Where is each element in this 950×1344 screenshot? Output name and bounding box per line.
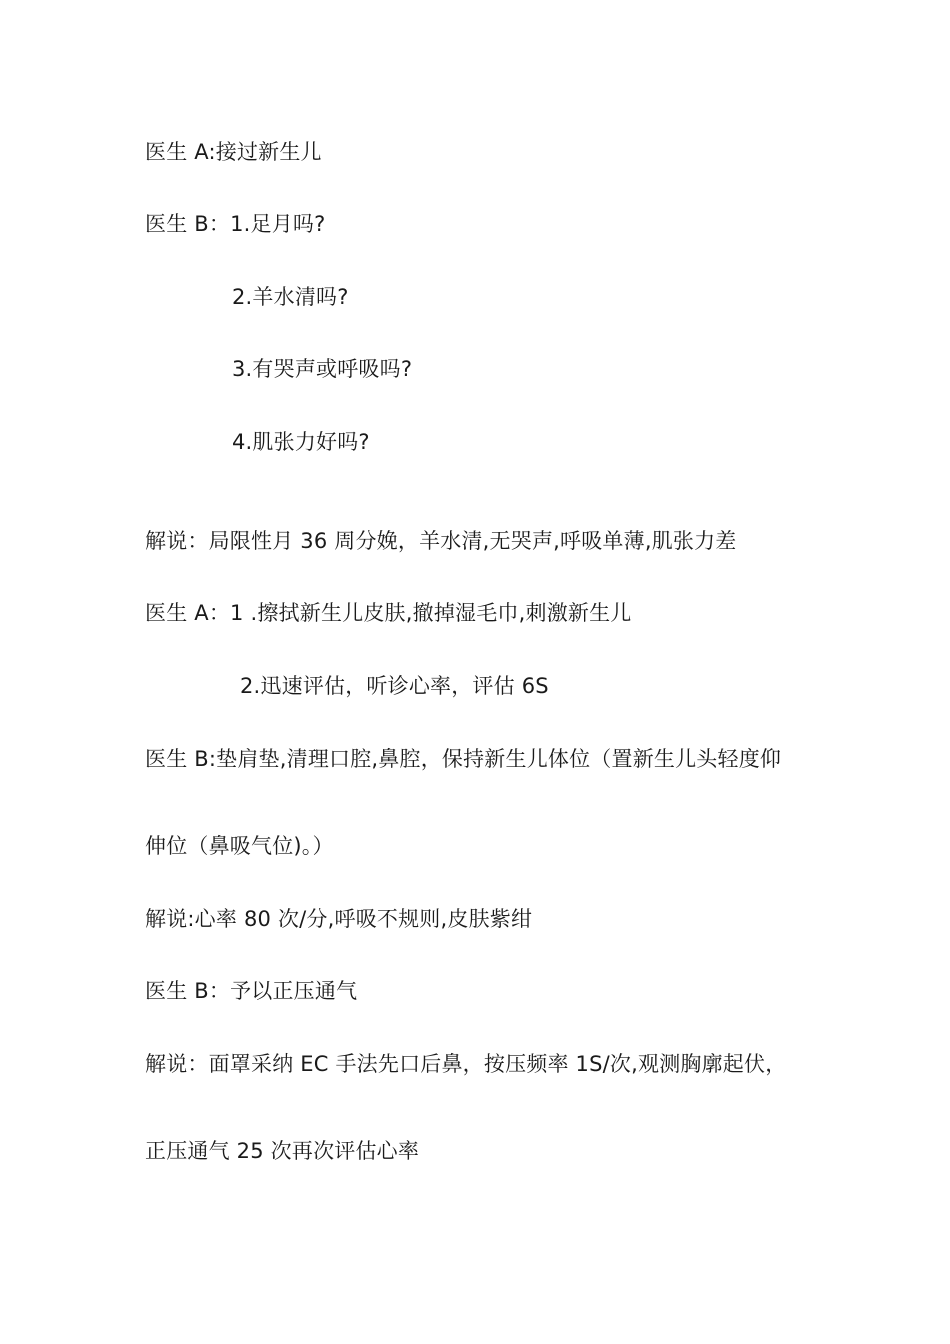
doctor-a-receive-line: 医生 A:接过新生儿	[145, 140, 322, 164]
doctor-b-question-2: 2.羊水清吗?	[232, 285, 349, 309]
doctor-a-step-1: 医生 A：1 .擦拭新生儿皮肤,撤掉湿毛巾,刺激新生儿	[145, 601, 632, 625]
commentary-line-3: 解说：面罩采纳 EC 手法先口后鼻，按压频率 1S/次,观测胸廓起伏，	[145, 1052, 787, 1076]
doctor-b-airway-line: 医生 B:垫肩垫,清理口腔,鼻腔，保持新生儿体位（置新生儿头轻度仰	[145, 747, 782, 771]
commentary-line-3-continuation: 正压通气 25 次再次评估心率	[145, 1139, 420, 1163]
doctor-b-question-1: 医生 B：1.足月吗?	[145, 212, 326, 236]
doctor-b-question-4: 4.肌张力好吗?	[232, 430, 370, 454]
doctor-b-airway-continuation: 伸位（鼻吸气位)。）	[145, 834, 334, 858]
commentary-line-2: 解说:心率 80 次/分,呼吸不规则,皮肤紫绀	[145, 907, 533, 931]
commentary-line-1: 解说：局限性月 36 周分娩，羊水清,无哭声,呼吸单薄,肌张力差	[145, 529, 737, 553]
doctor-a-step-2: 2.迅速评估，听诊心率，评估 6S	[240, 674, 549, 698]
doctor-b-question-3: 3.有哭声或呼吸吗?	[232, 357, 413, 381]
doctor-b-ventilation-line: 医生 B：予以正压通气	[145, 979, 358, 1003]
